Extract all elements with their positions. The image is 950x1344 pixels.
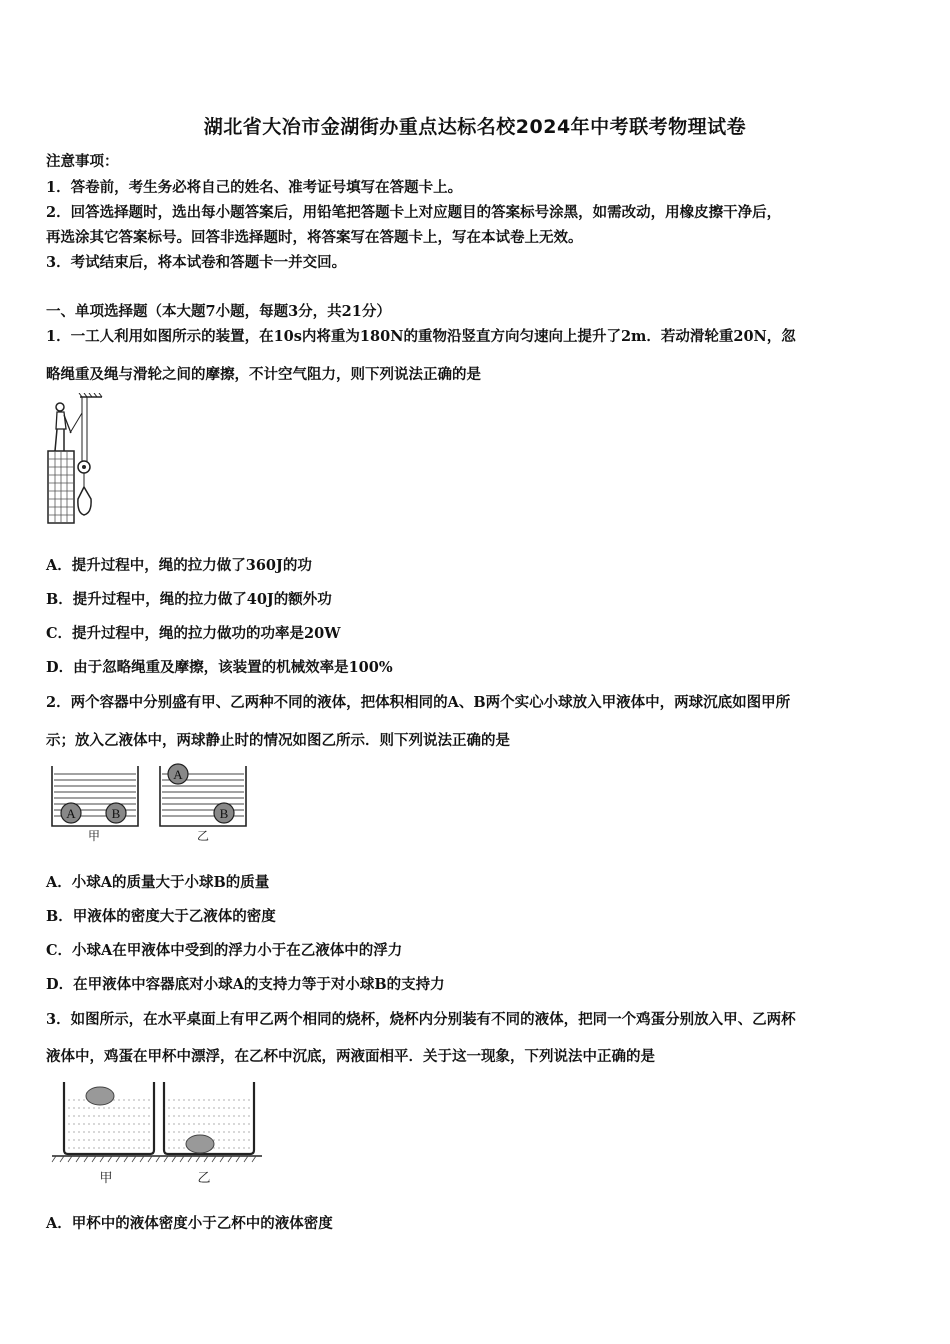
question-1-option-d: D．由于忽略绳重及摩擦，该装置的机械效率是100%: [46, 659, 393, 676]
question-2-stem-line2: 示；放入乙液体中，两球静止时的情况如图乙所示．则下列说法正确的是: [46, 732, 510, 749]
notice-heading: 注意事项：: [46, 153, 119, 170]
beaker-yi-label: 乙: [197, 1171, 211, 1186]
question-2-option-d: D．在甲液体中容器底对小球A的支持力等于对小球B的支持力: [46, 976, 445, 993]
question-2-stem-line1: 2．两个容器中分别盛有甲、乙两种不同的液体，把体积相同的A、B两个实心小球放入甲液体中，两球沉底如图甲所: [46, 694, 791, 711]
question-3-stem-line1: 3．如图所示，在水平桌面上有甲乙两个相同的烧杯，烧杯内分别装有不同的液体，把同一个鸡蛋分别放入甲、乙两杯: [46, 1011, 796, 1028]
question-1-stem-line2: 略绳重及绳与滑轮之间的摩擦，不计空气阻力，则下列说法正确的是: [46, 366, 481, 383]
question-2-option-a: A．小球A的质量大于小球B的质量: [46, 874, 270, 891]
two-containers-balls-figure: [48, 760, 248, 842]
question-1-option-c: C．提升过程中，绳的拉力做功的功率是20W: [46, 625, 341, 642]
beaker-jia-label: 甲: [99, 1171, 113, 1186]
question-1-option-b: B．提升过程中，绳的拉力做了40J的额外功: [46, 591, 332, 608]
question-3-stem-line2: 液体中，鸡蛋在甲杯中漂浮，在乙杯中沉底，两液面相平．关于这一现象，下列说法中正确的是: [46, 1048, 655, 1065]
two-beakers-egg-figure: [48, 1078, 266, 1188]
question-2-option-b: B．甲液体的密度大于乙液体的密度: [46, 908, 276, 925]
ball-a-label: A: [173, 767, 183, 782]
ball-b-label: B: [219, 806, 229, 821]
notice-item: 2．回答选择题时，选出每小题答案后，用铅笔把答题卡上对应题目的答案标号涂黑，如需改动，用橡皮擦干净后，: [46, 204, 782, 221]
ball-a-label: A: [66, 806, 76, 821]
question-2-option-c: C．小球A在甲液体中受到的浮力小于在乙液体中的浮力: [46, 942, 403, 959]
page-title: 湖北省大冶市金湖街办重点达标名校2024年中考联考物理试卷: [203, 116, 747, 138]
question-3-option-a: A．甲杯中的液体密度小于乙杯中的液体密度: [46, 1215, 333, 1232]
container-yi-label: 乙: [196, 829, 210, 842]
question-1-stem-line1: 1．一工人利用如图所示的装置，在10s内将重为180N的重物沿竖直方向匀速向上提升了2m．若动滑轮重20N，忽: [46, 328, 796, 345]
notice-item: 再选涂其它答案标号。回答非选择题时，将答案写在答题卡上，写在本试卷上无效。: [46, 229, 583, 246]
question-1-option-a: A．提升过程中，绳的拉力做了360J的功: [46, 557, 312, 574]
notice-item: 3．考试结束后，将本试卷和答题卡一并交回。: [46, 254, 347, 271]
container-jia-label: 甲: [87, 829, 101, 842]
ball-b-label: B: [111, 806, 121, 821]
notice-item: 1．答卷前，考生务必将自己的姓名、准考证号填写在答题卡上。: [46, 179, 463, 196]
section-heading: 一、单项选择题（本大题7小题，每题3分，共21分）: [46, 303, 391, 320]
pulley-worker-figure: [44, 393, 104, 525]
